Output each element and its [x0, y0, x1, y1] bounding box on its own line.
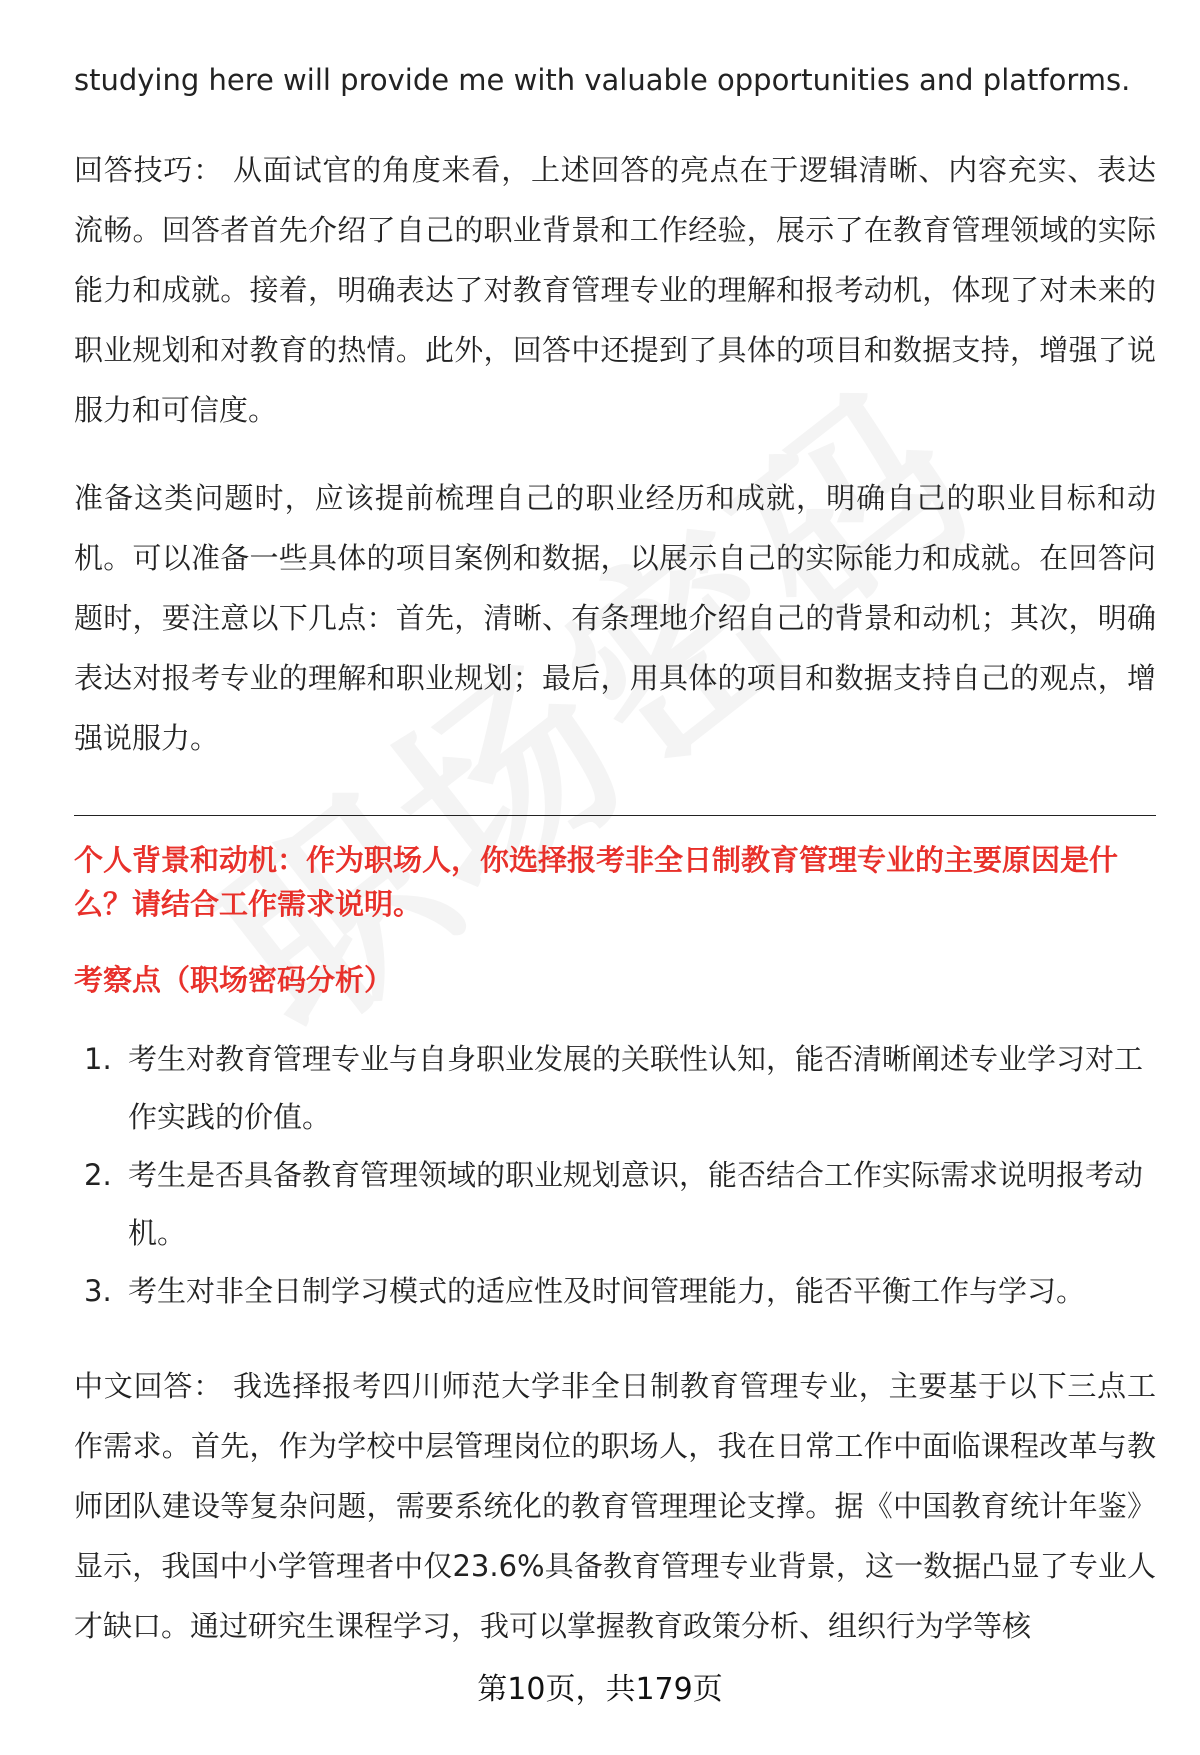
list-item-number: 2. — [84, 1158, 112, 1192]
page-number-footer: 第10页，共179页 — [477, 1672, 723, 1707]
paragraph-preparation-advice: 准备这类问题时，应该提前梳理自己的职业经历和成就，明确自己的职业目标和动机。可以准备一些具体的项目案例和数据，以展示自己的实际能力和成就。在回答问题时，要注意以下几点：首先，清晰、有条理地介绍自己的背景和动机；其次，明确表达对报考专业的理解和职业规划；最后，用具体的项目和数据支持自己的观点，增强说服力。 — [74, 481, 1156, 755]
question-heading: 个人背景和动机：作为职场人，你选择报考非全日制教育管理专业的主要原因是什么？请结合工作需求说明。 — [74, 843, 1119, 921]
assessment-points-list — [74, 1030, 1156, 1320]
section-divider — [74, 815, 1156, 816]
list-item — [74, 1146, 1156, 1262]
paragraph-answer-tips: 回答技巧： 从面试官的角度来看，上述回答的亮点在于逻辑清晰、内容充实、表达流畅。回答者首先介绍了自己的职业背景和工作经验，展示了在教育管理领域的实际能力和成就。接着，明确表达了对教育管理专业的理解和报考动机，体现了对未来的职业规划和对教育的热情。此外，回答中还提到了具体的项目和数据支持，增强了说服力和可信度。 — [74, 153, 1156, 427]
list-item-text: 考生对非全日制学习模式的适应性及时间管理能力，能否平衡工作与学习。 — [128, 1274, 1086, 1308]
list-item-text: 考生是否具备教育管理领域的职业规划意识，能否结合工作实际需求说明报考动机。 — [128, 1158, 1144, 1250]
paragraph-chinese-answer: 中文回答： 我选择报考四川师范大学非全日制教育管理专业，主要基于以下三点工作需求。首先，作为学校中层管理岗位的职场人，我在日常工作中面临课程改革与教师团队建设等复杂问题，需要系统化的教育管理理论支撑。据《中国教育统计年鉴》显示，我国中小学管理者中仅23.6%具备教育管理专业背景，这一数据凸显了专业人才缺口。通过研究生课程学习，我可以掌握教育政策分析、组织行为学等核 — [74, 1369, 1156, 1643]
list-item-number: 3. — [84, 1274, 112, 1308]
list-item-number: 1. — [84, 1042, 112, 1076]
assessment-points-heading: 考察点（职场密码分析） — [74, 963, 394, 997]
document-page — [74, 0, 1156, 1755]
list-item-text: 考生对教育管理专业与自身职业发展的关联性认知，能否清晰阐述专业学习对工作实践的价值。 — [128, 1042, 1144, 1134]
list-item — [74, 1262, 1156, 1320]
list-item — [74, 1030, 1156, 1146]
paragraph-english-ending: studying here will provide me with valuable opportunities and platforms. — [74, 63, 1131, 97]
